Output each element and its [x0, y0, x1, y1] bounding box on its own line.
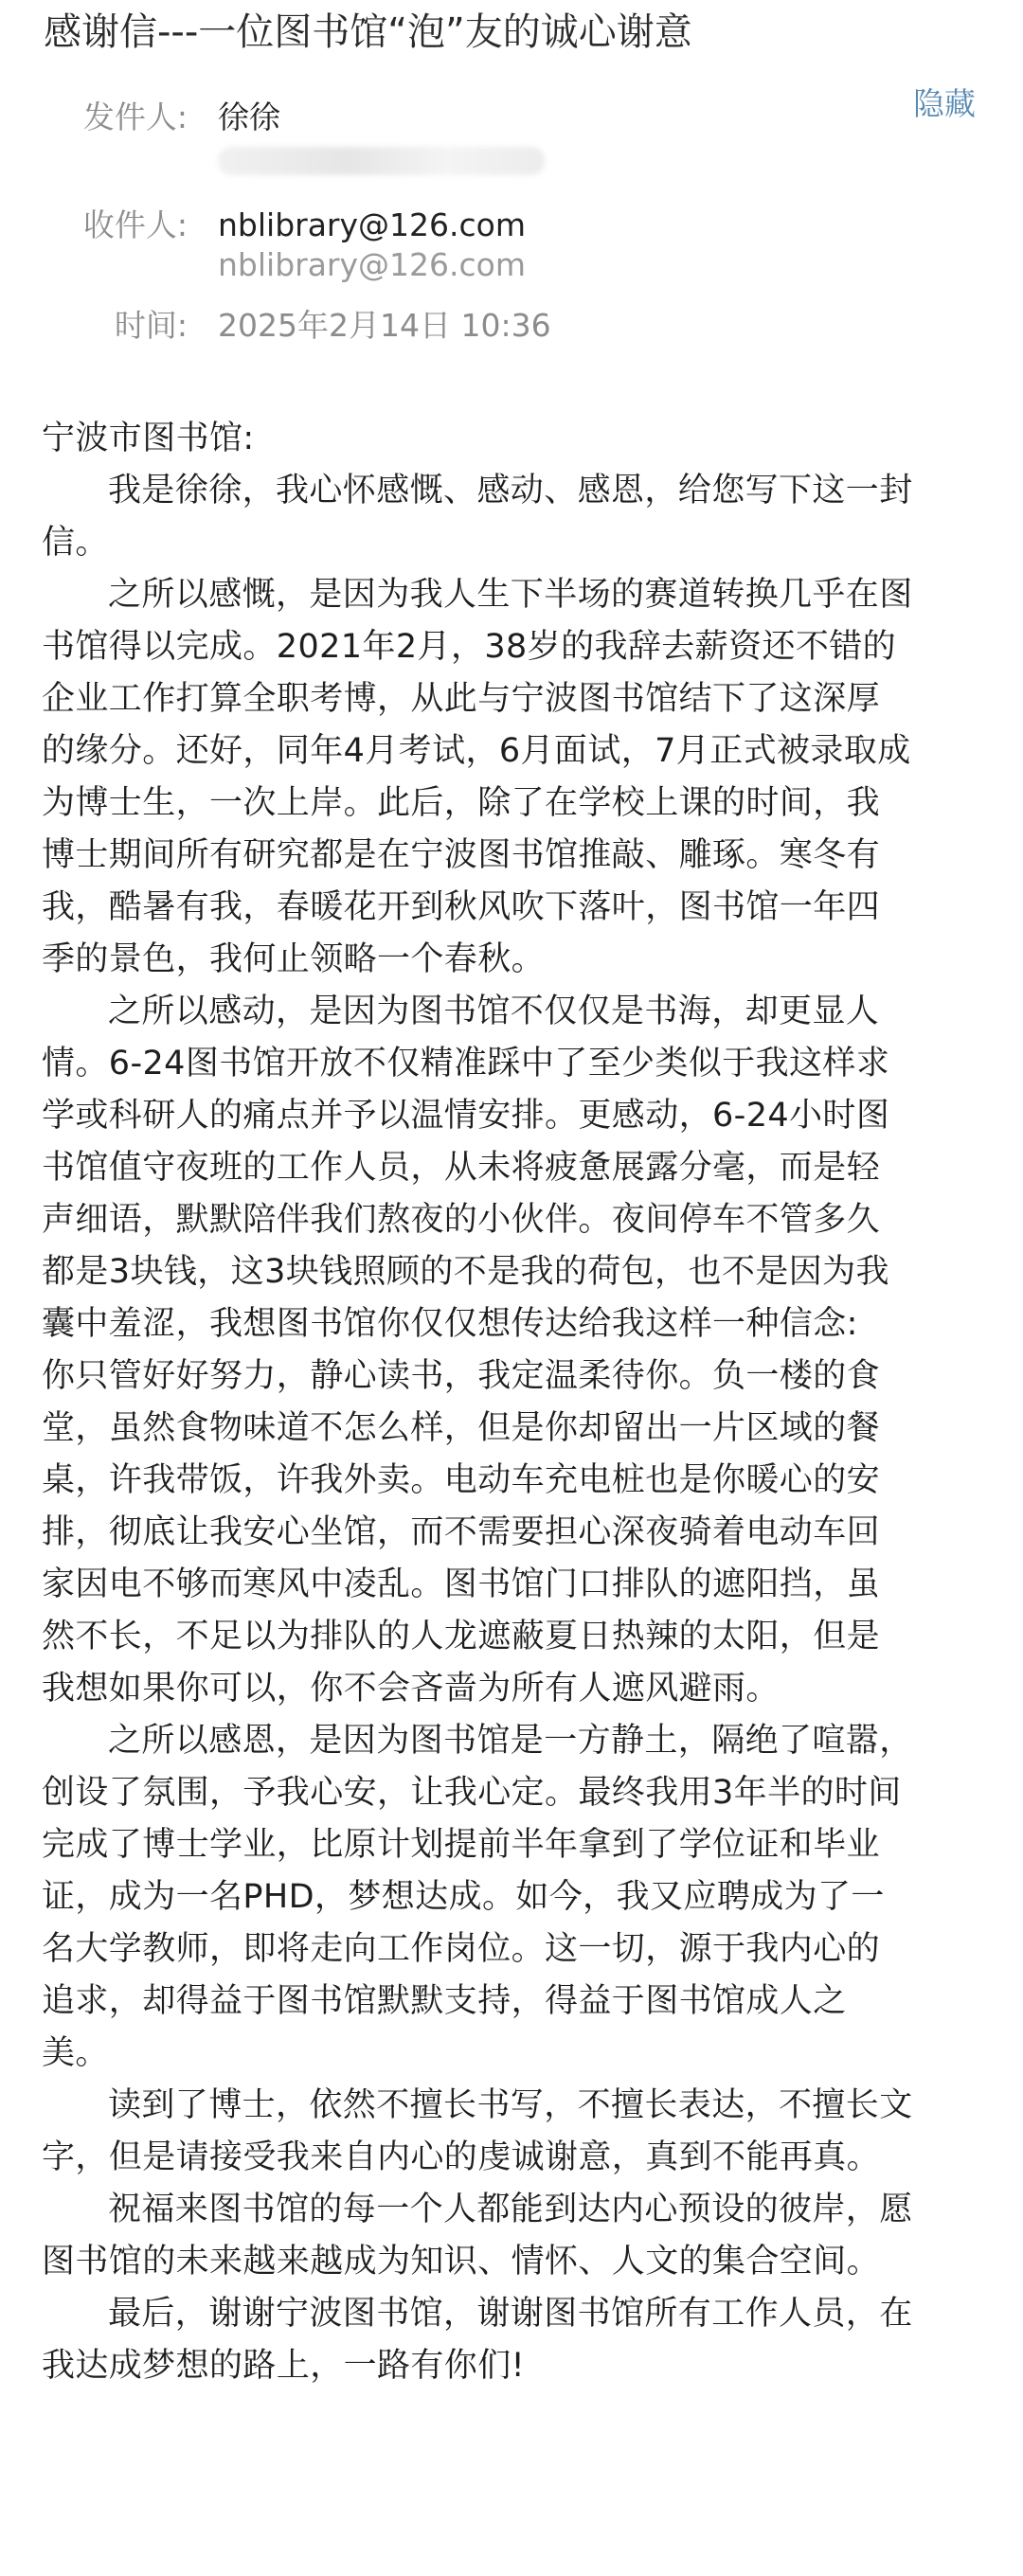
letter-body: [42, 413, 989, 2392]
time-label: 时间:: [114, 307, 188, 344]
letter-paragraph-3: 之所以感动，是因为图书馆不仅仅是书海，却更显人 情。6-24图书馆开放不仅精准踩中了至少类似于我这样求 学或科研人的痛点并予以温情安排。更感动，6-24小时图 书馆值守夜班的工作人员，从未将疲惫展露分毫，而是轻 声细语，默默陪伴我们熬夜的小伙伴。夜间停车不管多久 都是3块钱，这3块钱照顾的不是我的荷包，也不是因为我 囊中羞涩，我想图书馆你仅仅想传达给我这样一种信念: 你只管好好努力，静心读书，我定温柔待你。负一楼的食 堂，虽然食物味道不怎么样，但是你却留出一片区域的餐 桌，许我带饭，许我外卖。电动车充电桩也是你暖心的安 排，彻底让我安心坐馆，而不需要担心深夜骑着电动车回 家因电不够而寒风中凌乱。图书馆门口排队的遮阳挡，虽 然不长，不足以为排队的人龙遮蔽夏日热辣的太阳，但是 我想如果你可以，你不会吝啬为所有人遮风避雨。: [42, 993, 890, 1708]
letter-paragraph-2: 之所以感慨，是因为我人生下半场的赛道转换几乎在图 书馆得以完成。2021年2月，38岁的我辞去薪资还不错的 企业工作打算全职考博，从此与宁波图书馆结下了这深厚 的缘分。还好，同年4月考试，6月面试，7月正式被录取成 为博士生，一次上岸。此后，除了在学校上课的时间，我 博士期间所有研究都是在宁波图书馆推敲、雕琢。寒冬有 我，酷暑有我，春暖花开到秋风吹下落叶，图书馆一年四 季的景色，我何止领略一个春秋。: [42, 576, 913, 978]
letter-paragraph-7: 最后，谢谢宁波图书馆，谢谢图书馆所有工作人员，在 我达成梦想的路上，一路有你们!: [42, 2295, 913, 2385]
letter-paragraph-1: 我是徐徐，我心怀感慨、感动、感恩，给您写下这一封 信。: [42, 472, 913, 562]
letter-paragraph-5: 读到了博士，依然不擅长书写，不擅长表达，不擅长文 字，但是请接受我来自内心的虔诚谢意，真到不能再真。: [42, 2086, 913, 2176]
sender-email-blurred: [218, 147, 545, 175]
sent-time: 2025年2月14日 10:36: [218, 307, 551, 344]
letter-salutation: 宁波市图书馆:: [42, 420, 255, 457]
recipient-address-secondary: nblibrary@126.com: [218, 246, 526, 283]
to-label: 收件人:: [82, 206, 188, 243]
email-subject: 感谢信---一位图书馆“泡”友的诚心谢意: [44, 10, 692, 54]
letter-paragraph-4: 之所以感恩，是因为图书馆是一方静土，隔绝了喧嚣， 创设了氛围，予我心安，让我心定。最终我用3年半的时间 完成了博士学业，比原计划提前半年拿到了学位证和毕业 证，成为一名PHD，梦想达成。如今，我又应聘成为了一 名大学教师，即将走向工作岗位。这一切，源于我内心的 追求，却得益于图书馆默默支持，得益于图书馆成人之 美。: [42, 1722, 913, 2072]
recipient-address[interactable]: nblibrary@126.com: [218, 206, 526, 243]
hide-details-link[interactable]: 隐藏: [913, 85, 976, 122]
from-label: 发件人:: [82, 98, 188, 135]
sender-name[interactable]: 徐徐: [218, 98, 280, 135]
letter-paragraph-6: 祝福来图书馆的每一个人都能到达内心预设的彼岸，愿 图书馆的未来越来越成为知识、情怀、人文的集合空间。: [42, 2191, 913, 2281]
